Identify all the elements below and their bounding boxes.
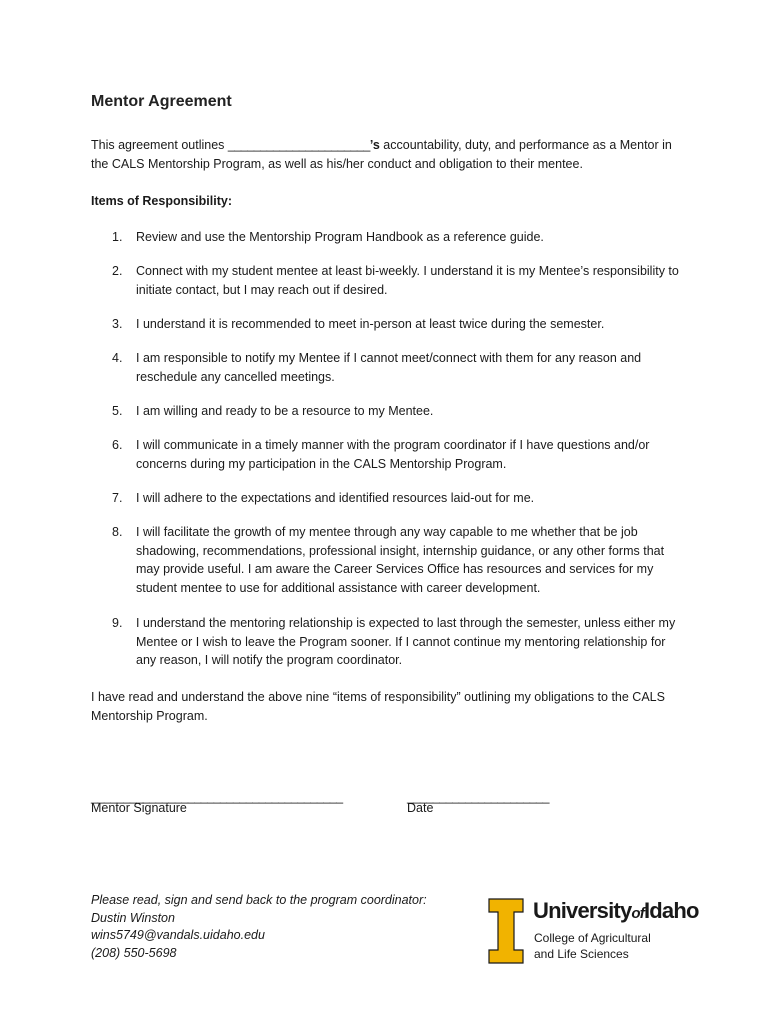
item-text: Review and use the Mentorship Program Handbook as a reference guide. (136, 230, 544, 244)
intro-possessive: ’s (369, 138, 380, 152)
item-text: I understand the mentoring relationship is expected to last through the semester, unless either my Mentee or I wish to leave the Program sooner. If I cannot continue my mentoring relationship for any reason, I will notify the program coordinator. (136, 616, 676, 667)
list-item (112, 614, 682, 670)
intro-prefix: This agreement outlines (91, 138, 225, 152)
date-line[interactable]: ______________________ (407, 790, 549, 804)
logo-wordmark (533, 898, 699, 924)
item-number: 2. (112, 264, 123, 278)
item-text: Connect with my student mentee at least bi-weekly. I understand it is my Mentee’s responsibility to initiate contact, but I may reach out if desired. (136, 264, 679, 297)
list-item (112, 402, 682, 421)
logo-college-line2: and Life Sciences (534, 947, 629, 961)
list-item (112, 262, 682, 299)
list-item (112, 489, 682, 508)
item-text: I am responsible to notify my Mentee if I cannot meet/connect with them for any reason and reschedule any cancelled meetings. (136, 351, 642, 384)
list-item (112, 349, 682, 386)
list-item (112, 523, 682, 597)
mentor-signature-label: Mentor Signature (91, 801, 187, 815)
item-text: I understand it is recommended to meet in-person at least twice during the semester. (136, 317, 605, 331)
logo-university: University (533, 898, 632, 923)
item-number: 7. (112, 491, 123, 505)
item-number: 9. (112, 616, 123, 630)
mentor-name-blank[interactable]: ______________________ (227, 138, 370, 152)
item-number: 4. (112, 351, 123, 365)
logo-college (534, 930, 651, 962)
item-number: 1. (112, 230, 123, 244)
university-logo (487, 897, 737, 969)
logo-college-line1: College of Agricultural (534, 931, 651, 945)
item-number: 5. (112, 404, 123, 418)
item-text: I am willing and ready to be a resource to my Mentee. (136, 404, 434, 418)
closing-paragraph: I have read and understand the above nine “items of responsibility” outlining my obligations to the CALS Mentorship Program. (91, 690, 665, 723)
contact-email: wins5749@vandals.uidaho.edu (91, 928, 265, 942)
date-label: Date (407, 801, 434, 815)
list-item (112, 228, 682, 247)
list-item (112, 436, 682, 473)
intro-suffix: accountability, duty, and performance as a Mentor in the CALS Mentorship Program, as well as his/her conduct and obligation to their mentee. (91, 138, 672, 171)
item-number: 8. (112, 525, 123, 539)
intro-paragraph (91, 136, 691, 173)
item-text: I will adhere to the expectations and identified resources laid-out for me. (136, 491, 535, 505)
item-number: 3. (112, 317, 123, 331)
list-item (112, 315, 682, 334)
item-text: I will facilitate the growth of my mentee through any way capable to me whether that be job shadowing, recommendations, professional insight, internship guidance, or any other forms that may provide useful. I am aware the Career Services Office has resources and services for my student mentee to use for additional assistance with career development. (136, 525, 665, 595)
item-text: I will communicate in a timely manner with the program coordinator if I have questions and/or concerns during my participation in the CALS Mentorship Program. (136, 438, 650, 471)
logo-idaho: Idaho (643, 898, 699, 923)
item-number: 6. (112, 438, 123, 452)
page-title: Mentor Agreement (91, 93, 232, 110)
contact-name: Dustin Winston (91, 910, 175, 925)
items-heading: Items of Responsibility: (91, 194, 232, 208)
contact-phone: (208) 550-5698 (91, 945, 177, 960)
contact-block (91, 892, 427, 962)
mentor-signature-line[interactable]: _______________________________________ (91, 790, 343, 804)
block-i-icon (487, 897, 525, 965)
logo-of: of (631, 905, 644, 922)
contact-instruction: Please read, sign and send back to the program coordinator: (91, 893, 427, 907)
